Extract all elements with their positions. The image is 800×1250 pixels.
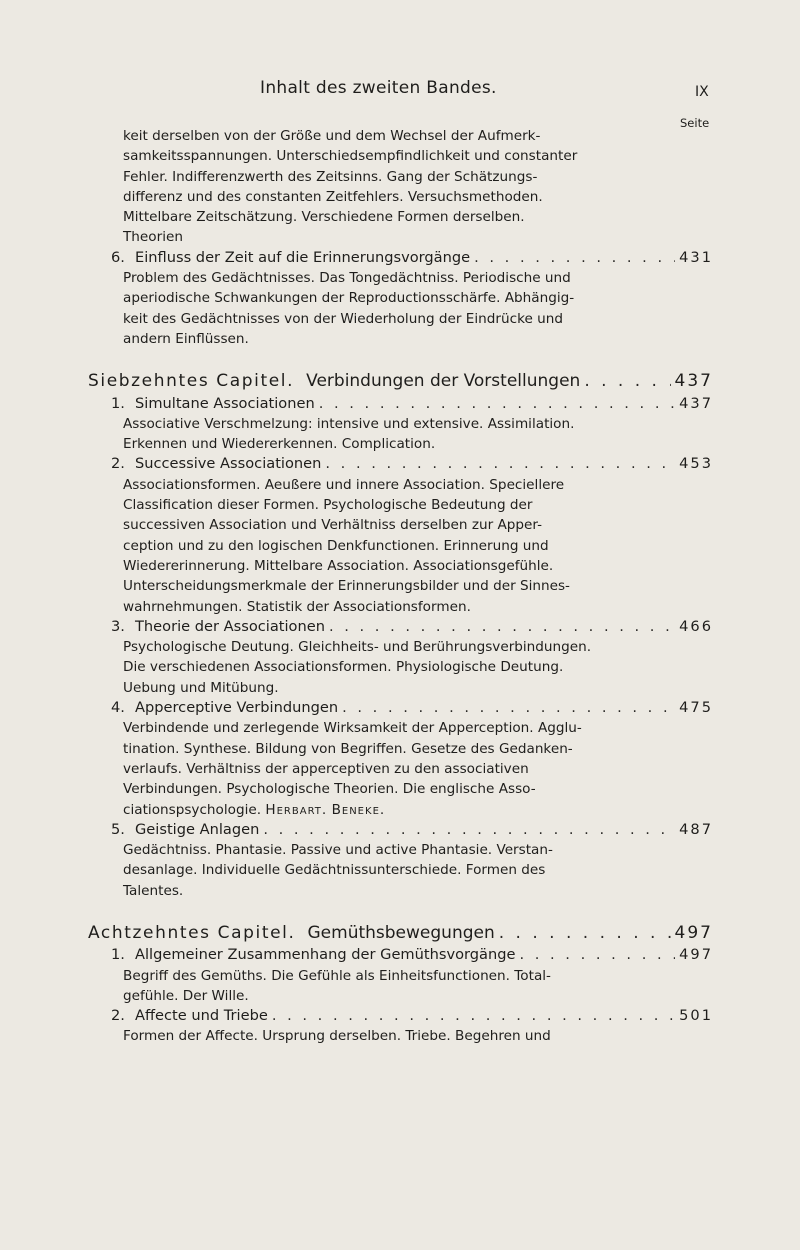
- entry-description: [88, 268, 713, 349]
- description-line: gefühle. Der Wille.: [123, 987, 249, 1004]
- chapter-label: Siebzehntes Capitel.: [88, 371, 295, 392]
- entry-page: 501: [679, 1007, 713, 1025]
- chapter-heading: [88, 923, 713, 943]
- entry-number: 3.: [111, 617, 125, 635]
- dot-leader: [519, 945, 675, 965]
- description-line: Associationsformen. Aeußere und innere Association. Speciellere: [123, 476, 565, 493]
- entry-description: [88, 637, 713, 698]
- entry-number: 1.: [111, 394, 125, 412]
- description-line: Problem des Gedächtnisses. Das Tongedächtniss. Periodische und: [123, 270, 571, 287]
- entry-description: [88, 718, 713, 819]
- toc-entry: [88, 1006, 713, 1026]
- dot-leader: [272, 1006, 675, 1026]
- description-line: andern Einflüssen.: [123, 330, 249, 347]
- description-line: Verbindungen. Psychologische Theorien. Die englische Asso-: [123, 781, 536, 798]
- entry-page: 466: [679, 617, 713, 635]
- entry-title: Apperceptive Verbindungen: [135, 699, 339, 717]
- entry-number: 5.: [111, 820, 125, 838]
- entry-number: 4.: [111, 699, 125, 717]
- description-line: Verbindende und zerlegende Wirksamkeit der Apperception. Agglu-: [123, 720, 582, 737]
- description-line: aperiodische Schwankungen der Reproductionsschärfe. Abhängig-: [123, 290, 575, 307]
- author-name: Herbart.: [265, 801, 328, 818]
- entry-description: [88, 966, 713, 1007]
- entry-description: [88, 840, 713, 901]
- page-number: IX: [695, 84, 709, 100]
- description-line: Begriff des Gemüths. Die Gefühle als Einheitsfunctionen. Total-: [123, 967, 551, 984]
- entry-description: [88, 475, 713, 617]
- description-line: Formen der Affecte. Ursprung derselben. Triebe. Begehren und: [123, 1028, 551, 1045]
- description-line: [123, 800, 688, 820]
- page-column-label: Seite: [680, 116, 710, 130]
- chapter-title: Verbindungen der Vorstellungen: [306, 371, 581, 392]
- entry-title: Geistige Anlagen: [135, 820, 260, 838]
- chapter-title: Gemüthsbewegungen: [307, 922, 495, 943]
- entry-number: 6.: [111, 248, 125, 266]
- entry-page: 431: [679, 248, 713, 266]
- description-line: desanlage. Individuelle Gedächtnissunterschiede. Formen des: [123, 862, 546, 879]
- toc-entry: [88, 698, 713, 718]
- description-line: Wiedererinnerung. Mittelbare Association. Associationsgefühle.: [123, 557, 554, 574]
- dot-leader: [474, 248, 675, 268]
- entry-description: [88, 1026, 713, 1046]
- continued-description: [88, 126, 713, 248]
- toc-entry: [88, 394, 713, 414]
- toc-entry: [88, 617, 713, 637]
- entry-number: 1.: [111, 946, 125, 964]
- dot-leader: [325, 454, 675, 474]
- entry-title: Simultane Associationen: [135, 394, 315, 412]
- entry-page: 487: [679, 820, 713, 838]
- description-line: Psychologische Deutung. Gleichheits- und Berührungsverbindungen.: [123, 639, 592, 656]
- dot-leader: [329, 617, 675, 637]
- description-line: Unterscheidungsmerkmale der Erinnerungsbilder und der Sinnes-: [123, 578, 570, 595]
- description-line: tination. Synthese. Bildung von Begriffen. Gesetze des Gedanken-: [123, 740, 573, 757]
- dot-leader: [319, 394, 675, 414]
- running-head: Inhalt des zweiten Bandes.: [260, 78, 497, 98]
- dot-leader: [263, 820, 675, 840]
- chapter-label: Achtzehntes Capitel.: [88, 922, 296, 943]
- entry-title: Successive Associationen: [135, 455, 322, 473]
- description-line: Talentes.: [123, 882, 184, 899]
- description-line: successiven Association und Verhältniss derselben zur Apper-: [123, 517, 543, 534]
- dot-leader: [342, 698, 675, 718]
- toc-entry: [88, 454, 713, 474]
- description-line: Uebung und Mitübung.: [123, 679, 279, 696]
- chapter-heading: [88, 371, 713, 391]
- entry-page: 475: [679, 699, 713, 717]
- description-line: wahrnehmungen. Statistik der Associationsformen.: [123, 598, 471, 615]
- entry-title: Einfluss der Zeit auf die Erinnerungsvorgänge: [135, 248, 471, 266]
- author-name: Beneke.: [331, 801, 386, 818]
- entry-page: 453: [679, 455, 713, 473]
- description-line: keit des Gedächtnisses von der Wiederholung der Eindrücke und: [123, 310, 564, 327]
- entry-title: Allgemeiner Zusammenhang der Gemüthsvorgänge: [135, 946, 516, 964]
- description-line: Fehler. Indifferenzwerth des Zeitsinns. Gang der Schätzungs-: [123, 168, 538, 185]
- entry-description: [88, 414, 713, 455]
- description-line: differenz und des constanten Zeitfehlers. Versuchsmethoden.: [123, 188, 543, 205]
- chapter-page: 497: [674, 922, 713, 943]
- dot-leader: [499, 923, 671, 943]
- entry-number: 2.: [111, 455, 125, 473]
- description-line: keit derselben von der Größe und dem Wechsel der Aufmerk-: [123, 128, 541, 144]
- description-line: ception und zu den logischen Denkfunctionen. Erinnerung und: [123, 537, 549, 554]
- description-line: Classification dieser Formen. Psychologische Bedeutung der: [123, 497, 533, 514]
- entry-number: 2.: [111, 1007, 125, 1025]
- entry-page: 437: [679, 394, 713, 412]
- entry-title: Theorie der Associationen: [135, 617, 325, 635]
- description-line: Associative Verschmelzung: intensive und extensive. Assimilation.: [123, 415, 575, 432]
- dot-leader: [584, 371, 670, 391]
- table-of-contents: [88, 126, 713, 1047]
- toc-entry: [88, 820, 713, 840]
- description-text: ciationspsychologie.: [123, 801, 262, 818]
- description-line: Gedächtniss. Phantasie. Passive und active Phantasie. Verstan-: [123, 842, 553, 859]
- entry-title: Affecte und Triebe: [135, 1007, 268, 1025]
- entry-page: 497: [679, 946, 713, 964]
- description-line: Theorien: [123, 229, 183, 246]
- chapter-page: 437: [674, 371, 713, 392]
- toc-entry: [88, 945, 713, 965]
- description-line: Erkennen und Wiedererkennen. Complication.: [123, 436, 436, 453]
- toc-entry: [88, 248, 713, 268]
- description-line: Mittelbare Zeitschätzung. Verschiedene Formen derselben.: [123, 209, 525, 226]
- description-line: verlaufs. Verhältniss der apperceptiven zu den associativen: [123, 760, 529, 777]
- description-line: samkeitsspannungen. Unterschiedsempfindlichkeit und constanter: [123, 148, 578, 165]
- description-line: Die verschiedenen Associationsformen. Physiologische Deutung.: [123, 659, 564, 676]
